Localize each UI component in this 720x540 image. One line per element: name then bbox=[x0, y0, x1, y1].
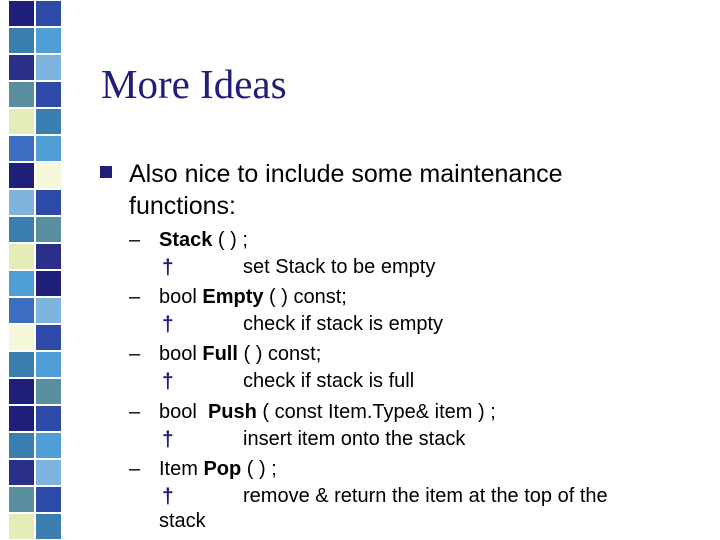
decorative-stripe bbox=[0, 0, 64, 540]
dash-icon: – bbox=[129, 458, 141, 480]
dash-icon: – bbox=[129, 286, 141, 308]
function-description: set Stack to be empty bbox=[243, 256, 436, 278]
stripe-square bbox=[8, 54, 35, 81]
stripe-square bbox=[35, 405, 62, 432]
function-signature: bool Empty ( ) const; bbox=[159, 286, 347, 308]
stripe-square bbox=[35, 459, 62, 486]
stripe-square bbox=[8, 135, 35, 162]
stripe-square bbox=[8, 162, 35, 189]
stripe-square bbox=[35, 54, 62, 81]
stripe-square bbox=[35, 297, 62, 324]
dash-icon: – bbox=[129, 229, 141, 251]
stripe-square bbox=[35, 162, 62, 189]
stripe-square bbox=[35, 135, 62, 162]
slide-title: More Ideas bbox=[101, 61, 287, 107]
dash-icon: – bbox=[129, 401, 141, 423]
stripe-square bbox=[8, 27, 35, 54]
stripe-square bbox=[8, 81, 35, 108]
function-signature: bool Full ( ) const; bbox=[159, 343, 322, 365]
stripe-square bbox=[35, 189, 62, 216]
stripe-square bbox=[8, 108, 35, 135]
bullet-text bbox=[129, 158, 669, 222]
function-name: Push bbox=[207, 401, 257, 423]
stripe-square bbox=[35, 513, 62, 540]
stripe-square bbox=[35, 27, 62, 54]
function-description: remove & return the item at the top of the bbox=[243, 485, 608, 507]
stripe-square bbox=[35, 324, 62, 351]
function-name: Empty bbox=[202, 286, 264, 308]
square-bullet-icon bbox=[100, 166, 112, 178]
dagger-icon: † bbox=[162, 313, 174, 336]
dagger-icon: † bbox=[162, 485, 174, 508]
stripe-square bbox=[35, 108, 62, 135]
stripe-square bbox=[8, 324, 35, 351]
stripe-square bbox=[8, 0, 35, 27]
function-description: insert item onto the stack bbox=[243, 428, 466, 450]
stripe-square bbox=[35, 432, 62, 459]
bullet-line-1: Also nice to include some maintenance bbox=[129, 160, 563, 188]
stripe-square bbox=[35, 243, 62, 270]
stripe-square bbox=[35, 270, 62, 297]
function-description: check if stack is full bbox=[243, 370, 415, 392]
stripe-square bbox=[8, 432, 35, 459]
stripe-square bbox=[35, 0, 62, 27]
stripe-square bbox=[35, 216, 62, 243]
stripe-square bbox=[8, 297, 35, 324]
function-signature: Stack ( ) ; bbox=[159, 229, 248, 251]
stripe-square bbox=[35, 378, 62, 405]
function-signature: Item Pop ( ) ; bbox=[159, 458, 277, 480]
stripe-square bbox=[8, 459, 35, 486]
stripe-square bbox=[8, 270, 35, 297]
dagger-icon: † bbox=[162, 370, 174, 393]
stripe-square bbox=[8, 405, 35, 432]
dash-icon: – bbox=[129, 343, 141, 365]
stripe-square bbox=[8, 486, 35, 513]
stripe-square bbox=[8, 243, 35, 270]
stripe-square bbox=[8, 513, 35, 540]
function-name: Stack bbox=[159, 229, 213, 251]
stripe-square bbox=[35, 486, 62, 513]
function-signature: bool Push ( const Item.Type& item ) ; bbox=[159, 401, 496, 423]
stripe-square bbox=[8, 216, 35, 243]
function-description-continuation: stack bbox=[159, 510, 206, 532]
stripe-square bbox=[8, 378, 35, 405]
dagger-icon: † bbox=[162, 428, 174, 451]
function-description: check if stack is empty bbox=[243, 313, 444, 335]
stripe-square bbox=[8, 189, 35, 216]
function-name: Pop bbox=[203, 458, 242, 480]
stripe-square bbox=[8, 351, 35, 378]
stripe-square bbox=[35, 81, 62, 108]
function-name: Full bbox=[202, 343, 238, 365]
dagger-icon: † bbox=[162, 256, 174, 279]
bullet-line-2: functions: bbox=[129, 192, 237, 220]
stripe-square bbox=[35, 351, 62, 378]
